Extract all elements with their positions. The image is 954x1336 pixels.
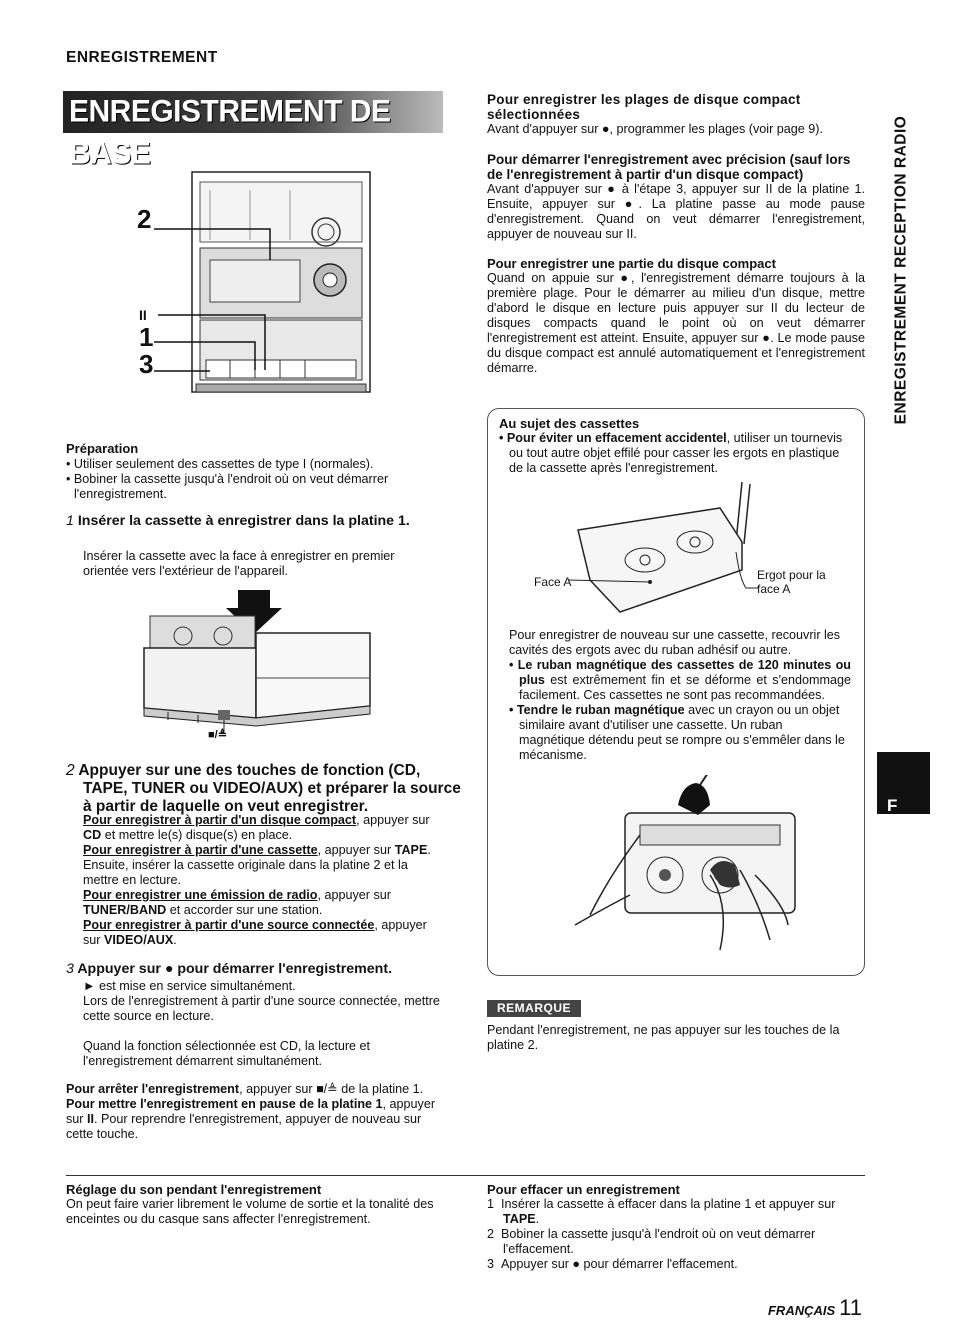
vertical-section-label: ENREGISTREMENT RECEPTION RADIO [892, 115, 910, 425]
bottom-right-title: Pour effacer un enregistrement [487, 1182, 680, 1197]
cd-link: Pour enregistrer à partir d'un disque compact [83, 813, 357, 827]
right1-text: Avant d'appuyer sur ●, programmer les plages (voir page 9). [487, 122, 823, 136]
callout-2: 2 [137, 204, 152, 234]
bottom-left-title: Réglage du son pendant l'enregistrement [66, 1182, 322, 1197]
stereo-figure [130, 160, 380, 405]
right3-title: Pour enregistrer une partie du disque compact [487, 256, 776, 271]
cassette-insert-figure [138, 588, 378, 738]
step2-heading [66, 762, 463, 816]
cassette-tab-figure [560, 480, 760, 615]
bottom-divider [66, 1175, 865, 1176]
bottom-left-text: On peut faire varier librement le volume de sortie et la tonalité des enceintes ou du casque sans affecter l'enregistrement. [66, 1197, 434, 1226]
preparation-list [66, 457, 444, 502]
cassette-box-bottom: Pour enregistrer de nouveau sur une cassette, recouvrir les cavités des ergots avec du ruban adhésif ou autre. • Le ruban magnétique des cassettes de 120 minutes ou plus est extrêmement fin et se déforme et s'endommage facilement. Ces cassettes ne sont pas recommandées. • Tendre le ruban magnétique avec un crayon ou un objet similaire avant d'utiliser une cassette. Un ruban magnétique détendu peut se rompre ou s'emmêler dans le mécanisme. [509, 628, 851, 762]
callout-1: 1 [139, 322, 154, 352]
section-label: ENREGISTREMENT [66, 49, 218, 66]
pencil-tape-figure [570, 775, 810, 965]
step3-title: Appuyer sur ● pour démarrer l'enregistrement. [77, 961, 393, 977]
ergot-label: Ergot pour la face A [757, 568, 826, 596]
right3-text: Quand on appuie sur ●, l'enregistrement démarre toujours à la première plage. Pour le démarrer au milieu d'un disque, mettre d'abord le disque en lecture puis appuyer sur II du lecteur de disques compacts quand le point où on veut démarrer l'enregistrement est atteint. Ensuite, appuyer sur ●. Le mode pause du disque compact est annulé automatiquement et l'enregistrement démarre. [487, 271, 865, 375]
callout-3: 3 [139, 349, 154, 379]
remarque-badge: REMARQUE [487, 1000, 581, 1017]
step2-body: Pour enregistrer à partir d'un disque compact, appuyer sur CD et mettre le(s) disque(s) en place. Pour enregistrer à partir d'une cassette, appuyer sur TAPE. Ensuite, insérer la cassette originale dans la platine 2 et la mettre en lecture. Pour enregistrer une émission de radio, appuyer sur TUNER/BAND et accorder sur une station. Pour enregistrer à partir d'une source connectée, appuyer sur VIDEO/AUX. [83, 813, 431, 947]
radio-link: Pour enregistrer une émission de radio [83, 888, 318, 902]
page-number: 11 [839, 1295, 862, 1320]
bottom-right-section: Pour effacer un enregistrement 1 Insérer la cassette à effacer dans la platine 1 et appuyer sur TAPE. 2 Bobiner la cassette jusqu'à l'endroit où on veut démarrer l'effacement. 3 Appuyer sur ● pour démarrer l'effacement. [487, 1182, 867, 1272]
step2-number: 2 [66, 762, 75, 779]
footer-language: FRANÇAIS [767, 1303, 836, 1318]
page-banner: ENREGISTREMENT DE BASE [63, 91, 443, 133]
step3-number: 3 [66, 961, 74, 977]
remarque-text: Pendant l'enregistrement, ne pas appuyer sur les touches de la platine 2. [487, 1023, 840, 1052]
step3-body: ► est mise en service simultanément. Lors de l'enregistrement à partir d'une source connectée, mettre cette source en lecture. Quand la fonction sélectionnée est CD, la lecture et l'enregistrement démarrent simultanément. [83, 979, 440, 1068]
cassette-title: Au sujet des cassettes [499, 416, 640, 431]
stop-paragraph: Pour arrêter l'enregistrement, appuyer sur ■/≜ de la platine 1. Pour mettre l'enregistrement en pause de la platine 1, appuyer sur II. Pour reprendre l'enregistrement, appuyer de nouveau sur cette touche. [66, 1082, 436, 1141]
step1-number: 1 [66, 513, 74, 529]
face-a-label: Face A [534, 575, 572, 589]
page-footer [767, 1295, 862, 1320]
preparation-item: • Bobiner la cassette jusqu'à l'endroit où on veut démarrer l'enregistrement. [66, 472, 389, 501]
preparation-title: Préparation [66, 441, 139, 456]
cassette-box-top: Au sujet des cassettes • Pour éviter un effacement accidentel, utiliser un tournevis ou tout autre objet effilé pour casser les ergots en plastique de la cassette après l'enregistrement. [499, 416, 851, 476]
stop-eject-label: ■/≜ [208, 729, 227, 741]
step2-title: Appuyer sur une des touches de fonction (CD, TAPE, TUNER ou VIDEO/AUX) et préparer la source à partir de laquelle on veut enregistrer. [78, 762, 461, 815]
bottom-left-section [66, 1182, 446, 1227]
right2-title: Pour démarrer l'enregistrement avec précision (sauf lors de l'enregistrement à partir d'un disque compact) [487, 152, 851, 182]
step1-heading [66, 513, 460, 530]
language-tab: F [877, 752, 930, 814]
callout-pause: II [139, 307, 147, 323]
right2-text: Avant d'appuyer sur ● à l'étape 3, appuyer sur II de la platine 1. Ensuite, appuyer sur ●. La platine passe au mode pause d'enregistrement. Quand on veut démarrer l'enregistrement, appuyer de nouveau sur II. [487, 182, 865, 241]
step1-title: Insérer la cassette à enregistrer dans la platine 1. [77, 513, 410, 529]
step1-text: Insérer la cassette avec la face à enregistrer en premier orientée vers l'extérieur de l'appareil. [83, 549, 395, 578]
tape-link: Pour enregistrer à partir d'une cassette [83, 843, 318, 857]
step3-heading [66, 961, 446, 978]
preparation-item: • Utiliser seulement des cassettes de type I (normales). [66, 457, 374, 471]
right1-title: Pour enregistrer les plages de disque compact sélectionnées [487, 92, 801, 122]
aux-link: Pour enregistrer à partir d'une source connectée [83, 918, 375, 932]
right-column [487, 92, 865, 376]
